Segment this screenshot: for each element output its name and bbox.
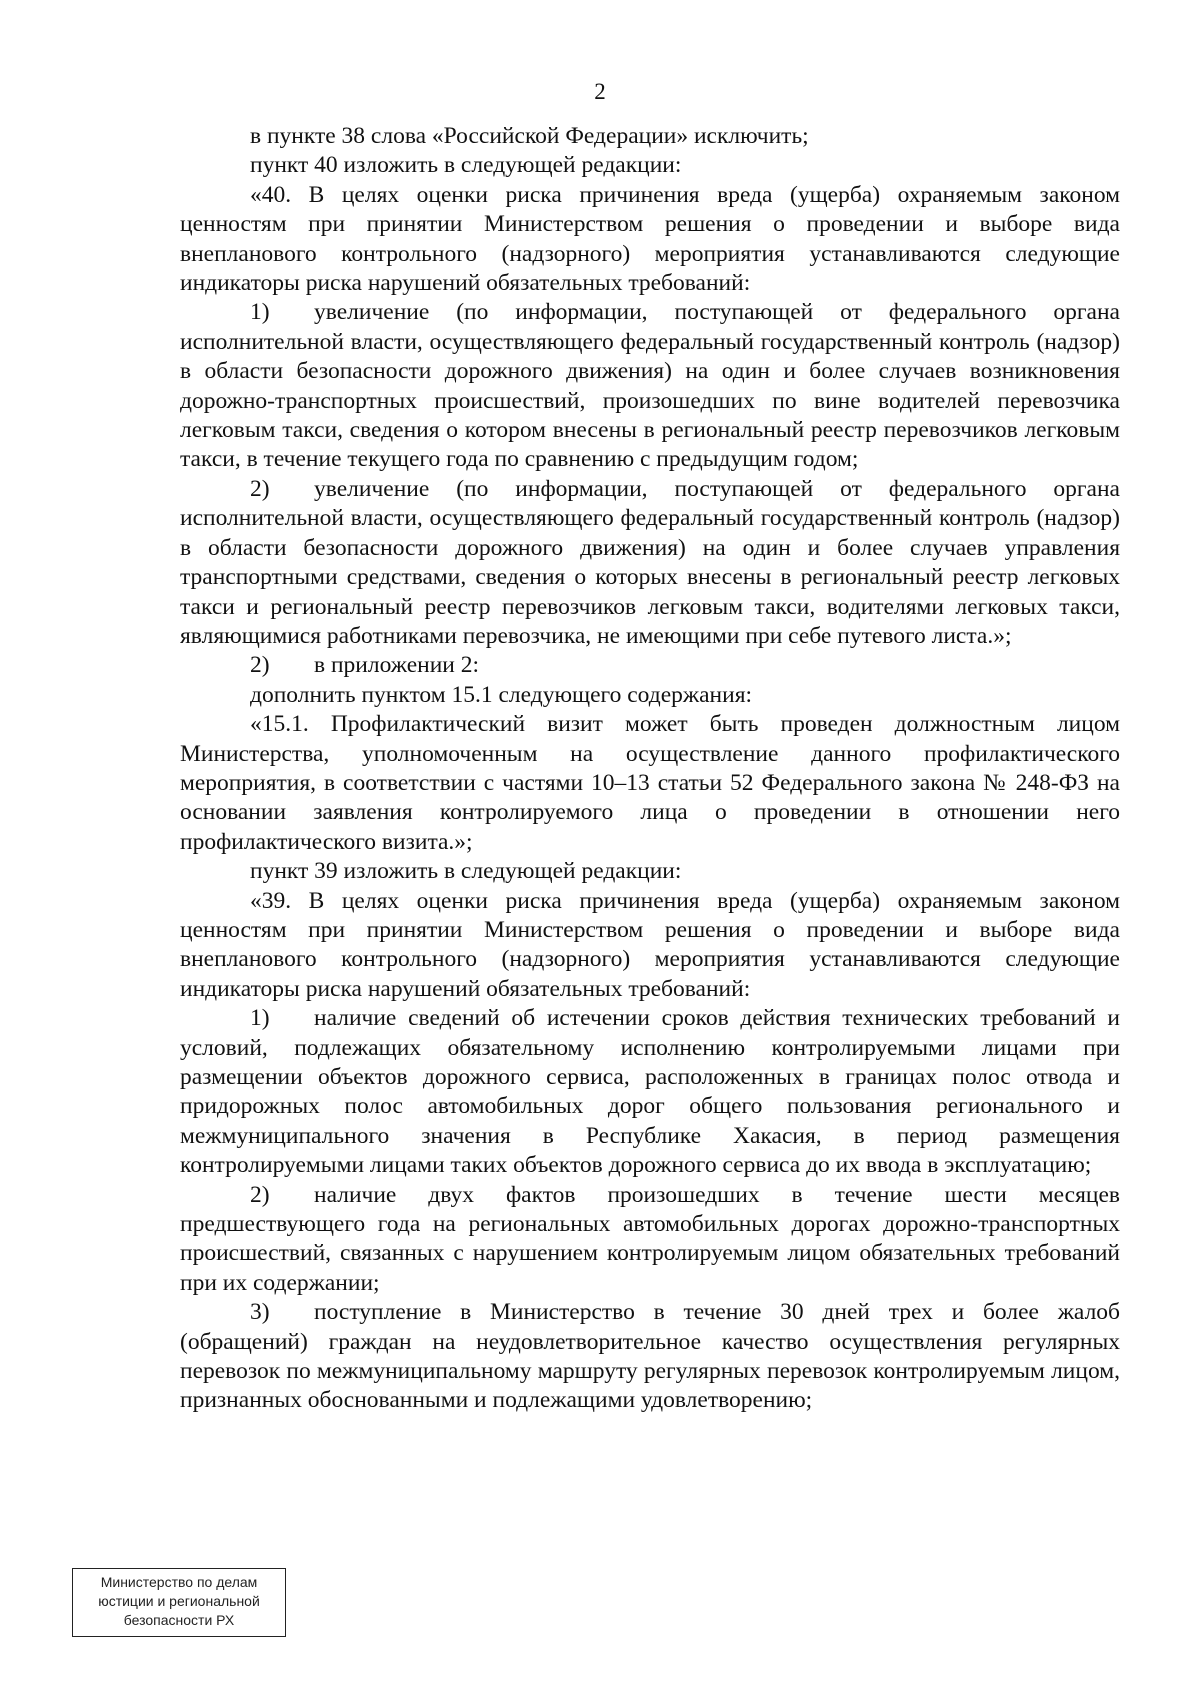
list-number: 2): [250, 1181, 270, 1208]
paragraph-point-40-sub-2: 2) увеличение (по информации, поступающей от федерального органа исполнительной власти, осуществляющего федеральный государственный контроль (надзор) в области безопасности дорожного движения) на один и более случаев управления транспортными средствами, сведения о которых внесены в региональный реестр легковых такси и региональный реестр перевозчиков легковым такси, водителями легковых такси, являющимися работниками перевозчика, не имеющими при себе путевого листа.»;: [180, 475, 1120, 649]
paragraph-item-38: в пункте 38 слова «Российской Федерации» исключить;: [250, 123, 809, 149]
list-number: 3): [250, 1299, 270, 1326]
paragraph-point-39: «39. В целях оценки риска причинения вреда (ущерба) охраняемым законом ценностям при принятии Министерством решения о проведении и выборе вида внепланового контрольного (надзорного) мероприятия устанавливаются следующие индикаторы риска нарушений обязательных требований:: [180, 887, 1120, 1002]
paragraph-item-39-intro: пункт 39 изложить в следующей редакции:: [250, 858, 682, 885]
ministry-stamp: [72, 1568, 286, 1637]
list-number: 2): [250, 475, 270, 502]
paragraph-point-39-sub-1: 1) наличие сведений об истечении сроков действия технических требований и условий, подлежащих обязательному исполнению контролируемыми лицами при размещении объектов дорожного сервиса, расположенных в границах полос отвода и придорожных полос автомобильных дорог общего пользования регионального и межмуниципального значения в Республике Хакасия, в период размещения контролируемыми лицами таких объектов дорожного сервиса до их ввода в эксплуатацию;: [180, 1005, 1120, 1179]
list-number: 1): [250, 299, 270, 326]
document-body: [180, 122, 1120, 1416]
paragraph-point-40: «40. В целях оценки риска причинения вреда (ущерба) охраняемым законом ценностям при принятии Министерством решения о проведении и выборе вида внепланового контрольного (надзорного) мероприятия устанавливаются следующие индикаторы риска нарушений обязательных требований:: [180, 181, 1120, 297]
list-number: 1): [250, 1005, 270, 1032]
paragraph-item-40-intro: пункт 40 изложить в следующей редакции:: [250, 152, 682, 179]
paragraph-point-39-sub-3: 3) поступление в Министерство в течение 30 дней трех и более жалоб (обращений) граждан на неудовлетворительное качество осуществления регулярных перевозок по межмуниципальному маршруту регулярных перевозок контролируемым лицом, признанных обоснованными и подлежащими удовлетворению;: [180, 1299, 1120, 1414]
stamp-line: юстиции и региональной: [98, 1593, 260, 1609]
list-number: 2): [250, 652, 270, 679]
page-number: 2: [594, 79, 606, 104]
paragraph-point-39-sub-2: 2) наличие двух фактов произошедших в течение шести месяцев предшествующего года на региональных автомобильных дорогах дорожно-транспортных происшествий, связанных с нарушением контролируемым лицом обязательных требований при их содержании;: [180, 1181, 1120, 1296]
stamp-line: безопасности РХ: [123, 1612, 235, 1628]
paragraph-appendix-2: 2) в приложении 2:: [180, 651, 1120, 680]
paragraph-add-15-1-intro: дополнить пунктом 15.1 следующего содержания:: [250, 681, 753, 708]
paragraph-point-15-1: «15.1. Профилактический визит может быть проведен должностным лицом Министерства, уполномоченным на осуществление данного профилактического мероприятия, в соответствии с частями 10–13 статьи 52 Федерального закона № 248-ФЗ на основании заявления контролируемого лица о проведении в отношении него профилактического визита.»;: [180, 711, 1120, 855]
stamp-line: Министерство по делам: [100, 1574, 258, 1590]
paragraph-point-40-sub-1: 1) увеличение (по информации, поступающей от федерального органа исполнительной власти, осуществляющего федеральный государственный контроль (надзор) в области безопасности дорожного движения) на один и более случаев возникновения дорожно-транспортных происшествий, произошедших по вине водителей перевозчика легковым такси, сведения о котором внесены в региональный реестр перевозчиков легковым такси, в течение текущего года по сравнению с предыдущим годом;: [180, 299, 1120, 473]
